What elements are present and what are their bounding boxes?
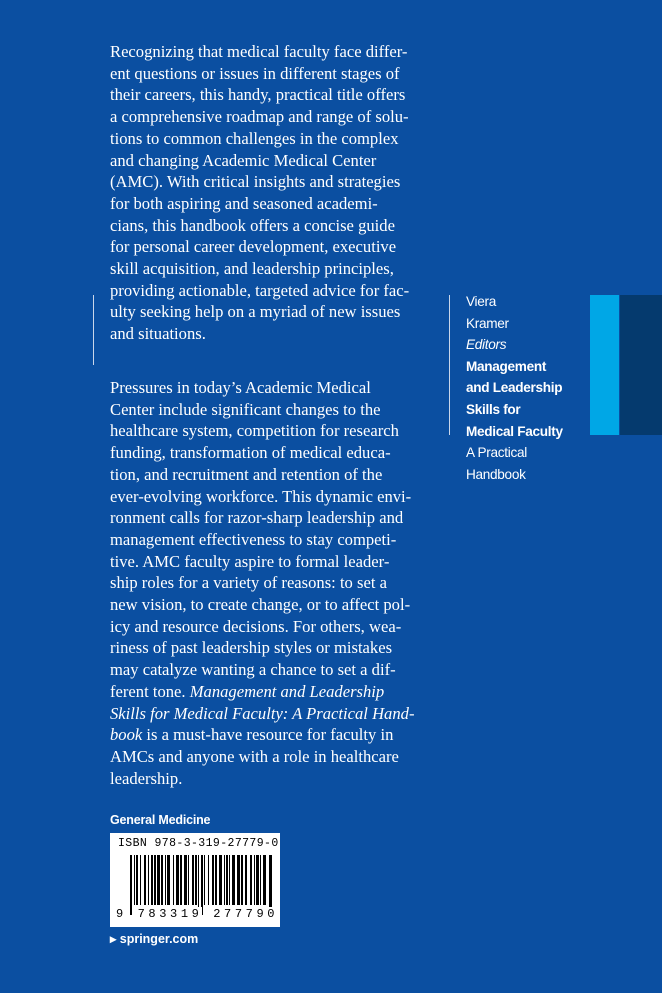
text-line: tions to common challenges in the complex bbox=[110, 128, 399, 148]
barcode-bar bbox=[151, 855, 153, 905]
barcode-bar bbox=[157, 855, 160, 905]
accent-bar-dark bbox=[620, 295, 662, 435]
title-line: and Leadership bbox=[466, 380, 563, 396]
text-line: may catalyze wanting a chance to set a dif- bbox=[110, 660, 396, 680]
barcode-digits bbox=[116, 907, 278, 921]
barcode-bar bbox=[165, 855, 166, 905]
barcode-digit-group: 783319 bbox=[137, 907, 203, 921]
barcode-bar bbox=[237, 855, 240, 905]
category-label: General Medicine bbox=[110, 813, 211, 827]
editor-name: Kramer bbox=[466, 315, 509, 331]
text-line: a comprehensive roadmap and range of solu- bbox=[110, 107, 409, 127]
text-line: and changing Academic Medical Center bbox=[110, 150, 377, 170]
barcode-bar bbox=[136, 855, 138, 905]
text-line: leadership. bbox=[110, 768, 183, 788]
barcode-bar bbox=[130, 855, 132, 915]
text-line: Recognizing that medical faculty face differ- bbox=[110, 42, 408, 61]
barcode-digit-group: 277790 bbox=[213, 907, 279, 921]
barcode-bar bbox=[232, 855, 235, 905]
book-title-italic: book bbox=[110, 725, 143, 745]
text-line: tive. AMC faculty aspire to formal leader- bbox=[110, 551, 390, 571]
subtitle-line: Handbook bbox=[466, 466, 526, 482]
text-line bbox=[110, 724, 450, 746]
barcode-bar bbox=[250, 855, 252, 905]
text-line: ronment calls for razor-sharp leadership and bbox=[110, 508, 404, 528]
text-line: ever-evolving workforce. This dynamic envi- bbox=[110, 486, 412, 506]
text-line bbox=[110, 703, 450, 725]
barcode-bar bbox=[173, 855, 174, 905]
barcode-bars bbox=[130, 855, 275, 915]
editor-name: Viera bbox=[466, 294, 496, 309]
barcode-bar bbox=[134, 855, 135, 905]
accent-bar-light bbox=[590, 295, 619, 435]
barcode-bar bbox=[254, 855, 255, 905]
text-line: ship roles for a variety of reasons: to set a bbox=[110, 573, 387, 593]
text-line: their careers, this handy, practical title offers bbox=[110, 85, 406, 105]
barcode-bar bbox=[256, 855, 259, 905]
barcode-bar bbox=[245, 855, 247, 905]
barcode-bar bbox=[180, 855, 182, 905]
barcode-bar bbox=[140, 855, 141, 905]
barcode-bar bbox=[212, 855, 214, 905]
barcode-bar bbox=[260, 855, 261, 905]
text-line: Pressures in today’s Academic Medical bbox=[110, 378, 371, 397]
text-line: healthcare system, competition for research bbox=[110, 421, 399, 441]
barcode-bar bbox=[195, 855, 197, 905]
barcode-bar bbox=[192, 855, 194, 905]
editors-label: Editors bbox=[466, 337, 507, 353]
barcode-bar bbox=[224, 855, 225, 905]
text-line: skill acquisition, and leadership principles, bbox=[110, 259, 394, 279]
text-line: and situations. bbox=[110, 324, 206, 344]
title-line: Medical Faculty bbox=[466, 423, 563, 439]
barcode-bar bbox=[148, 855, 149, 905]
barcode-bar bbox=[204, 855, 205, 905]
barcode-digit-group: 9 bbox=[116, 907, 127, 921]
barcode-bar bbox=[184, 855, 187, 905]
description-paragraph-2 bbox=[110, 377, 450, 789]
barcode-bar bbox=[229, 855, 230, 905]
barcode-bar bbox=[219, 855, 222, 905]
fold-line bbox=[93, 295, 94, 365]
barcode-bar bbox=[215, 855, 217, 905]
subtitle-line: A Practical bbox=[466, 445, 527, 461]
website-link[interactable]: ▸ springer.com bbox=[110, 932, 199, 946]
barcode-bar bbox=[176, 855, 179, 905]
text-line: providing actionable, targeted advice for fac- bbox=[110, 280, 410, 300]
text-line: AMCs and anyone with a role in healthcare bbox=[110, 746, 399, 766]
title-line: Management bbox=[466, 358, 547, 374]
book-title-italic: Skills for Medical Faculty: A Practical Hand- bbox=[110, 703, 415, 723]
text-line: ent questions or issues in different stages of bbox=[110, 63, 400, 83]
text-line: for personal career development, executive bbox=[110, 237, 397, 257]
barcode-bar bbox=[167, 855, 170, 905]
barcode-bar bbox=[154, 855, 156, 905]
barcode-bar bbox=[226, 855, 228, 905]
barcode-bar bbox=[241, 855, 243, 905]
text-line: icy and resource decisions. For others, wea- bbox=[110, 616, 402, 636]
barcode-bar bbox=[161, 855, 163, 905]
text: is a must-have resource for faculty in bbox=[142, 725, 394, 745]
description-paragraph-1 bbox=[110, 41, 450, 345]
isbn-barcode bbox=[110, 833, 280, 927]
text: ferent tone. bbox=[110, 681, 186, 701]
book-title-italic: Management and Leadership bbox=[189, 681, 385, 701]
barcode-bar bbox=[144, 855, 146, 905]
text-line bbox=[110, 681, 450, 703]
text-line: riness of past leadership styles or mistakes bbox=[110, 638, 393, 658]
barcode-bar bbox=[198, 855, 199, 915]
text-line: funding, transformation of medical educa- bbox=[110, 443, 391, 463]
title-rule bbox=[449, 295, 450, 435]
text-line: (AMC). With critical insights and strategies bbox=[110, 172, 401, 192]
text-line: Center include significant changes to the bbox=[110, 399, 381, 419]
text-line: for both aspiring and seasoned academi- bbox=[110, 193, 378, 213]
title-line: Skills for bbox=[466, 401, 521, 417]
barcode-bar bbox=[269, 855, 272, 915]
barcode-bar bbox=[201, 855, 203, 915]
text-line: cians, this handbook offers a concise guide bbox=[110, 215, 395, 235]
barcode-bar bbox=[263, 855, 266, 905]
barcode-bar bbox=[208, 855, 209, 905]
book-title-block bbox=[466, 291, 563, 485]
barcode-bar bbox=[188, 855, 189, 905]
text-line: ulty seeking help on a myriad of new issues bbox=[110, 302, 401, 322]
text-line: new vision, to create change, or to affect pol- bbox=[110, 595, 411, 615]
isbn-text: ISBN 978-3-319-27779-0 bbox=[118, 837, 279, 850]
text-line: management effectiveness to stay competi- bbox=[110, 529, 397, 549]
text-line: tion, and recruitment and retention of the bbox=[110, 464, 383, 484]
